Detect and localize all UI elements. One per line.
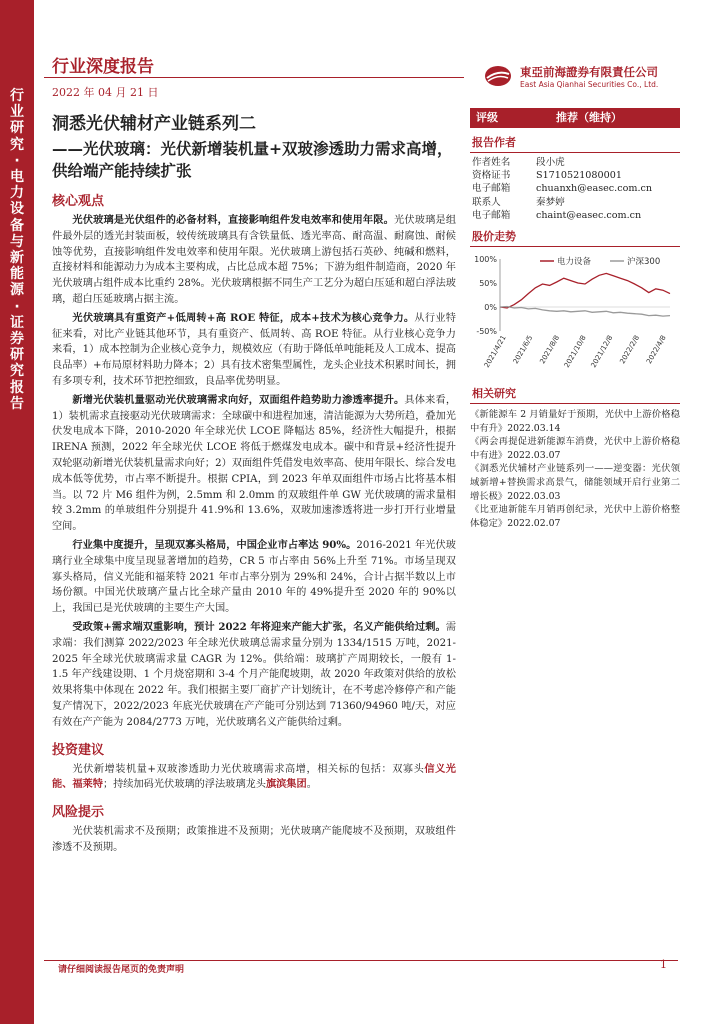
report-subtitle: ——光伏玻璃：光伏新增装机量+双玻渗透助力需求高增，供给端产能持续扩张 <box>52 140 453 180</box>
right-column <box>470 108 680 530</box>
core-paragraph: 光伏玻璃是光伏组件的必备材料，直接影响组件发电效率和使用年限。光伏玻璃是组件最外层的透光封装面板，较传统玻璃具有含铁量低、透光率高、耐高温、耐腐蚀、耐候蚀等优势，直接影响组件发电效率和使用年限。光伏玻璃上游包括石英砂、纯碱和燃料，直接材料和能源动力为成本主要构成，占比总成本超 75%；下游为组件制造商，2020 年光伏玻璃占组件成本比重约 28%。光伏玻璃根据不同生产工艺分为超白压延和超白浮法玻璃，超白压延玻璃占据主流。 <box>52 214 457 305</box>
sidebar-char: · <box>14 298 20 315</box>
author-info <box>472 156 680 222</box>
rating-bar <box>470 108 680 128</box>
sidebar-char: 证 <box>10 314 24 331</box>
core-paragraph: 新增光伏装机量驱动光伏玻璃需求向好，双面组件趋势助力渗透率提升。具体来看，1）装机需求直接驱动光伏玻璃需求：全球碳中和进程加速，清洁能源为大势所趋，叠加光伏发电成本下降，2010-2020 年全球光伏 LCOE 降幅达 85%，经济性大幅提升，根据 IRENA 预测，2022 年全球光伏 LCOE 将低于燃煤发电成本。碳中和背景+经济性提升双轮驱动新增光伏装机量需求向好；2）双面组件凭借发电效率高、使用年限长、综合发电成本低等优势，市占率不断提升。根据 CPIA，到 2023 年单双面组件市场占比将基本相当。以 72 片 M6 组件为例，2.5mm 和 2.0mm 的双玻组件单 GW 光伏玻璃的需求量相较 3.2mm 的单玻组件分别提升 41.9%和 13.6%，双玻加速渗透将进一步打开行业增量空间。 <box>52 393 457 533</box>
x-tick-label: 2022/4/8 <box>645 334 668 366</box>
series-line-1 <box>500 307 670 317</box>
y-tick-label: 100% <box>474 255 497 265</box>
chart-heading: 股价走势 <box>470 226 680 247</box>
sidebar-char: 行 <box>10 88 24 104</box>
sidebar-char: 设 <box>10 201 24 218</box>
core-paragraph: 行业集中度提升，呈现双寡头格局，中国企业市占率达 90%。2016-2021 年光伏玻璃行业全球集中度呈现显著增加的趋势，CR 5 市占率由 56%上升至 71%。市场呈现双寡头格局，信义光能和福莱特 2021 年市占率分别为 29%和 24%，合计占据半数以上市场份额。中国光伏玻璃产量占比全球产量由 2010 年的 49%提升至 2020 年的 90%以上，我国已是光伏玻璃的主要生产大国。 <box>52 538 456 615</box>
risk-heading: 风险提示 <box>52 805 105 821</box>
sidebar-char: 究 <box>10 136 24 153</box>
sidebar-char: 备 <box>10 217 24 234</box>
author-row <box>472 182 680 195</box>
legend-label: 电力设备 <box>557 257 592 268</box>
author-field-label: 资格证书 <box>472 170 511 182</box>
y-tick-label: 0% <box>484 303 497 313</box>
sidebar-char: 新 <box>10 250 24 267</box>
rating-label: 评级 <box>476 111 498 124</box>
x-tick-label: 2021/4/21 <box>482 334 508 370</box>
report-title: 洞悉光伏辅材产业链系列二 <box>52 114 256 134</box>
author-row <box>472 169 680 182</box>
logo-emblem-icon <box>484 64 512 88</box>
core-paragraph: 受政策+需求端双重影响，预计 2022 年将迎来产能大扩张，名义产能供给过剩。需求端：我们测算 2022/2023 年全球光伏玻璃总需求量分别为 1334/1515 万吨，2021-2025 年全球光伏玻璃需求量 CAGR 为 12%。供给端：玻璃扩产周期较长，一般有 1-1.5 年产线建设期、1 个月烧窑期和 3-4 个月产能爬坡期，故 2020 年政策对供给的放松效果将集中体现在 2022 年。我们根据主要厂商扩产计划统计，在不考虑冷修停产和产能复产情况下，2022/2023 年底光伏玻璃在产产能可分别达到 71360/94960 吨/天，对应有效在产产能为 2084/2773 万吨，光伏玻璃名义产能供给过剩。 <box>52 620 456 728</box>
y-tick-label: -50% <box>476 327 497 337</box>
x-tick-label: 2021/10/8 <box>562 334 588 370</box>
related-heading: 相关研究 <box>470 383 680 404</box>
related-report-link[interactable]: 《两会再提促进新能源车消费，光伏中上游价格稳中有进》2022.03.07 <box>470 436 680 461</box>
author-field-label: 联系人 <box>472 196 501 208</box>
author-row <box>472 196 680 209</box>
page-number: 1 <box>660 958 667 971</box>
legend-label: 沪深300 <box>627 257 661 268</box>
rating-value: 推荐（维持） <box>556 111 622 124</box>
sidebar-char: 源 <box>10 282 24 299</box>
related-list <box>470 408 680 530</box>
author-row <box>472 156 680 169</box>
main-content <box>52 112 456 859</box>
author-field-value: 段小虎 <box>536 157 565 168</box>
sidebar-char: 研 <box>10 120 24 137</box>
related-report-link[interactable]: 《比亚迪新能车月销再创纪录，光伏中上游价格整体稳定》2022.02.07 <box>470 504 680 529</box>
author-field-label: 作者姓名 <box>472 157 511 168</box>
author-row <box>472 209 680 222</box>
sidebar-char: 报 <box>10 379 24 396</box>
x-tick-label: 2022/2/8 <box>618 334 642 366</box>
header-divider <box>44 77 464 78</box>
sidebar-char: 业 <box>10 104 24 121</box>
sidebar-char: 券 <box>10 331 24 348</box>
author-field-value: S1710521080001 <box>536 170 622 182</box>
author-field-value[interactable]: chaint@easec.com.cn <box>536 209 642 221</box>
core-views-heading: 核心观点 <box>52 194 105 209</box>
author-heading: 报告作者 <box>470 132 680 153</box>
report-date: 2022 年 04 月 21 日 <box>52 86 159 99</box>
logo-english-name: East Asia Qianhai Securities Co., Ltd. <box>520 80 659 89</box>
related-report-link[interactable]: 《新能源车 2 月销量好于预期，光伏中上游价格稳中有升》2022.03.14 <box>470 409 680 434</box>
risk-paragraph: 光伏装机需求不及预期；政策推进不及预期；光伏玻璃产能爬坡不及预期，双玻组件渗透不及预期。 <box>52 826 456 853</box>
sidebar-char: 电 <box>10 169 24 186</box>
report-type-label: 行业深度报告 <box>52 57 154 77</box>
author-field-label: 电子邮箱 <box>472 209 511 221</box>
footer-divider <box>44 960 678 961</box>
author-field-value[interactable]: chuanxh@easec.com.cn <box>536 183 653 195</box>
stock-chart-svg <box>470 251 680 379</box>
x-tick-label: 2021/8/8 <box>538 334 562 366</box>
sidebar-char: · <box>14 152 20 169</box>
sidebar-char: 告 <box>10 395 24 412</box>
stock-chart <box>470 251 680 379</box>
sidebar-char: 究 <box>10 363 24 380</box>
sidebar-char: 研 <box>10 347 24 364</box>
core-paragraph: 光伏玻璃具有重资产+低周转+高 ROE 特征，成本+技术为核心竞争力。从行业特征来看，对比产业链其他环节，具有重资产、低周转、高 ROE 特征。从行业核心竞争力来看，1）成本控制为企业核心竞争力，规模效应（有助于降低单吨能耗及人工成本、提高良品率）+布局原材料助力降本；2）具有技术密集型属性，龙头企业技术积累时间长，拥有多项专利，技术环节把控细致，良品率优势明显。 <box>52 311 456 387</box>
sidebar-char: 与 <box>10 233 24 250</box>
author-field-label: 电子邮箱 <box>472 183 511 195</box>
author-field-value: 秦梦婷 <box>536 196 565 208</box>
company-logo <box>484 62 684 90</box>
logo-chinese-name: 東亞前海證券有限責任公司 <box>520 65 658 79</box>
related-report-link[interactable]: 《洞悉光伏辅材产业链系列一——逆变器：光伏领域新增+替换需求高景气，储能领域开启行业第二增长极》2022.03.03 <box>470 463 680 502</box>
disclaimer-note: 请仔细阅读报告尾页的免责声明 <box>58 965 185 975</box>
sidebar-char: 力 <box>10 185 24 202</box>
x-tick-label: 2021/12/8 <box>589 334 615 370</box>
series-line-0 <box>500 273 670 308</box>
sidebar-category-text <box>0 88 34 412</box>
sidebar-char: 能 <box>10 266 24 283</box>
x-tick-label: 2021/6/5 <box>511 334 535 366</box>
sidebar-band <box>0 0 34 1024</box>
y-tick-label: 50% <box>479 279 497 289</box>
investment-paragraph: 光伏新增装机量+双玻渗透助力光伏玻璃需求高增，相关标的包括：双寡头信义光能、福莱特；持续加码光伏玻璃的浮法玻璃龙头旗滨集团。 <box>52 762 456 791</box>
investment-heading: 投资建议 <box>52 742 105 758</box>
